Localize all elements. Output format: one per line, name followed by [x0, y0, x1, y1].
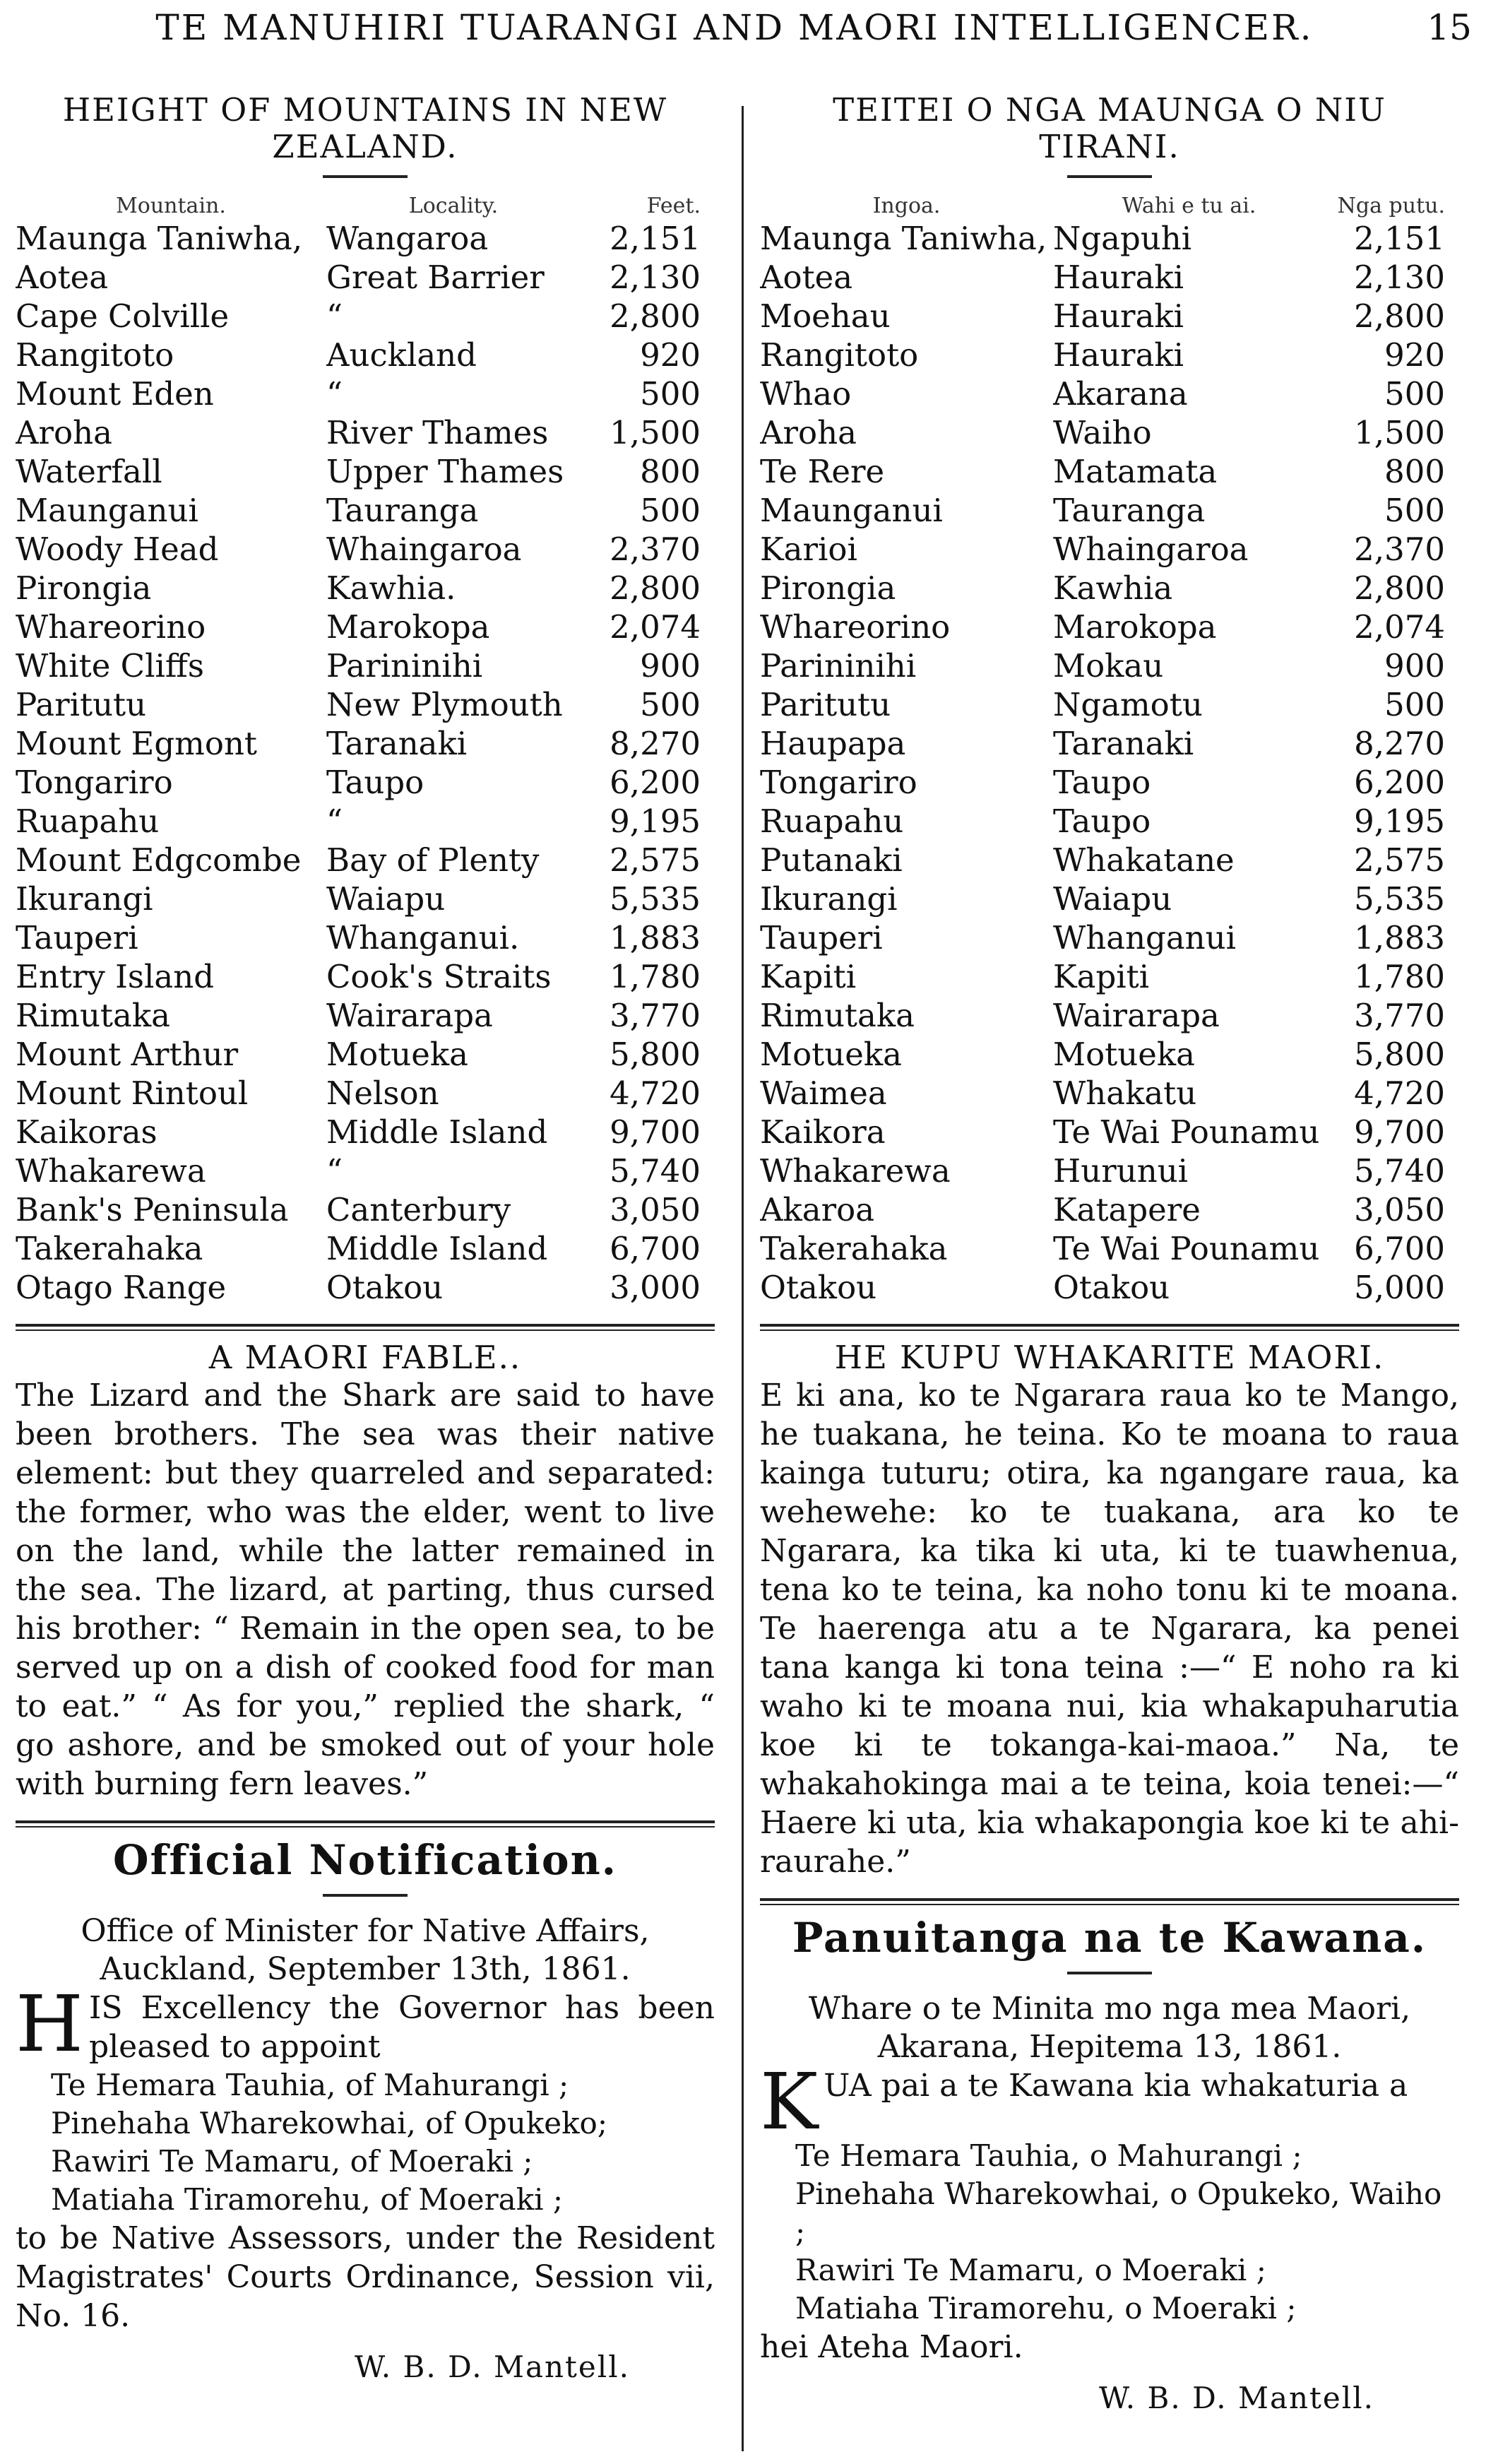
- height-feet: 2,800: [1354, 569, 1445, 607]
- header-ingoa: Ingoa.: [872, 194, 941, 218]
- locality: Akarana: [1053, 375, 1188, 413]
- locality: Motueka: [1053, 1036, 1195, 1073]
- date-line: Auckland, September 13th, 1861.: [100, 1951, 631, 1987]
- height-feet: 1,883: [610, 919, 701, 956]
- mountain-name: Maunga Taniwha,: [16, 220, 303, 257]
- height-feet: 2,151: [610, 220, 701, 257]
- table-row: [760, 336, 1459, 374]
- mountains-table-header: [16, 194, 715, 219]
- locality: Taupo: [326, 764, 424, 801]
- height-feet: 9,700: [1354, 1113, 1445, 1151]
- locality: Auckland: [326, 336, 477, 374]
- height-feet: 800: [640, 453, 701, 490]
- mountain-name: Rimutaka: [16, 997, 170, 1034]
- locality: “: [326, 1152, 343, 1190]
- mountains-title: TEITEI O NGA MAUNGA O NIU TIRANI.: [833, 91, 1386, 165]
- mountain-name: Bank's Peninsula: [16, 1191, 289, 1228]
- table-row: [16, 763, 715, 802]
- height-feet: 4,720: [610, 1074, 701, 1112]
- mountain-name: Maunga Taniwha,: [760, 220, 1047, 257]
- locality: Parininihi: [326, 647, 483, 685]
- mountain-name: Te Rere: [760, 453, 885, 490]
- locality: “: [326, 297, 343, 335]
- table-row: [760, 1113, 1459, 1151]
- height-feet: 5,800: [1354, 1036, 1445, 1073]
- height-feet: 5,740: [1354, 1152, 1445, 1190]
- locality: New Plymouth: [326, 686, 563, 723]
- table-row: [760, 841, 1459, 879]
- mountains-table-header: [760, 194, 1459, 219]
- column-divider: [742, 106, 744, 2451]
- date-line: Akarana, Hepitema 13, 1861.: [877, 2029, 1342, 2065]
- appoint-paragraph: [16, 1979, 715, 2069]
- locality: Tauranga: [326, 492, 479, 529]
- office-line: Whare o te Minita mo nga mea Maori,: [808, 1991, 1411, 2027]
- mountain-name: Otago Range: [16, 1269, 227, 1306]
- mountains-table: [760, 219, 1459, 1307]
- mountain-name: Kaikora: [760, 1113, 886, 1151]
- section-rule: [760, 1898, 1459, 1905]
- mountain-name: Ruapahu: [16, 802, 160, 840]
- mountain-name: Whareorino: [760, 608, 951, 646]
- height-feet: 1,883: [1354, 919, 1445, 956]
- assessor-name: Pinehaha Wharekowhai, o Opukeko, Waiho ;: [795, 2176, 1442, 2249]
- table-row: [16, 1113, 715, 1151]
- appoint-text: UA pai a te Kawana kia whakaturia a: [824, 2068, 1408, 2104]
- locality: Wairarapa: [1053, 997, 1220, 1034]
- header-putu: Nga putu.: [1337, 194, 1445, 218]
- height-feet: 500: [1384, 492, 1445, 529]
- fable-text: E ki ana, ko te Ngarara raua ko te Mango, he tuakana, he teina. Ko te moana to raua kainga tuturu; otira, ka ngangare raua, ka wehewehe: ko te tuakana, ara ko te Ngarara, ka tika ki uta, ki te tuawhenua, tena ko te teina, ka noho tonu ki te moana. Te haerenga atu a te Ngarara, ka penei tana kanga ki tona teina :—“ E noho ra ki waho ki te moana nui, kia whakapuharutia koe ki te tokanga-kai-maoa.” Na, te whakahokinga mai a te teina, koia tenei:—“ Haere ki uta, kia whakapongia koe ki te ahi-raurahe.”: [760, 1378, 1459, 1880]
- height-feet: 500: [640, 375, 701, 413]
- table-row: [16, 957, 715, 996]
- table-row: [16, 918, 715, 957]
- mountain-name: Aroha: [760, 414, 857, 451]
- locality: Middle Island: [326, 1113, 548, 1151]
- table-row: [760, 996, 1459, 1035]
- locality: Nelson: [326, 1074, 439, 1112]
- locality: Kapiti: [1053, 958, 1150, 995]
- mountain-name: Takerahaka: [16, 1230, 203, 1267]
- table-row: [760, 297, 1459, 336]
- mountain-name: Whao: [760, 375, 852, 413]
- locality: Whakatane: [1053, 841, 1235, 879]
- mountain-name: Rangitoto: [760, 336, 919, 374]
- table-row: [760, 569, 1459, 608]
- table-row: [16, 724, 715, 763]
- notice-title: Panuitanga na te Kawana.: [792, 1914, 1427, 1962]
- mountain-name: Kapiti: [760, 958, 857, 995]
- locality: Waiapu: [326, 880, 446, 918]
- mountain-name: Haupapa: [760, 725, 906, 762]
- table-row: [16, 1268, 715, 1307]
- header-mountain: Mountain.: [116, 194, 226, 218]
- mountain-name: Aroha: [16, 414, 112, 451]
- table-row: [760, 413, 1459, 452]
- assessor-name: Te Hemara Tauhia, of Mahurangi ;: [51, 2068, 569, 2102]
- table-row: [760, 219, 1459, 258]
- page-number: 15: [1427, 7, 1472, 48]
- table-row: [16, 685, 715, 724]
- mountain-name: Pirongia: [16, 569, 152, 607]
- assessor-name: Matiaha Tiramorehu, o Moeraki ;: [795, 2291, 1297, 2326]
- locality: “: [326, 375, 343, 413]
- locality: Marokopa: [326, 608, 490, 646]
- height-feet: 900: [640, 647, 701, 685]
- mountain-name: Maunganui: [16, 492, 198, 529]
- locality: Whaingaroa: [1053, 531, 1249, 568]
- mountain-name: Maunganui: [760, 492, 943, 529]
- closing-text: to be Native Assessors, under the Resident Magistrates' Courts Ordinance, Session vii, No. 16.: [16, 2220, 715, 2334]
- height-feet: 2,074: [1354, 608, 1445, 646]
- height-feet: 6,200: [610, 764, 701, 801]
- mountain-name: Waterfall: [16, 453, 162, 490]
- table-row: [16, 569, 715, 608]
- fable-text: The Lizard and the Shark are said to have been brothers. The sea was their native element: but they quarreled and separated: the former, who was the elder, went to live on the land, while the latter remained in the sea. The lizard, at parting, thus cursed his brother: “ Remain in the open sea, to be served up on a dish of cooked food for man to eat.” “ As for you,” replied the shark, “ go ashore, and be smoked out of your hole with burning fern leaves.”: [16, 1378, 715, 1802]
- english-column: [16, 92, 715, 2458]
- height-feet: 500: [1384, 686, 1445, 723]
- mountain-name: Mount Rintoul: [16, 1074, 249, 1112]
- mountain-name: Pirongia: [760, 569, 896, 607]
- drop-cap: H: [16, 1979, 83, 2069]
- locality: Canterbury: [326, 1191, 511, 1228]
- table-row: [16, 841, 715, 879]
- mountain-name: Mount Egmont: [16, 725, 258, 762]
- maori-column: [760, 92, 1459, 2458]
- closing-text: hei Ateha Maori.: [760, 2329, 1023, 2365]
- table-row: [760, 724, 1459, 763]
- table-row: [16, 1190, 715, 1229]
- mountain-name: Whakarewa: [760, 1152, 951, 1190]
- table-row: [760, 685, 1459, 724]
- mountain-name: Entry Island: [16, 958, 215, 995]
- mountain-name: Otakou: [760, 1269, 877, 1306]
- section-rule: [760, 1324, 1459, 1331]
- height-feet: 2,575: [1354, 841, 1445, 879]
- locality: Bay of Plenty: [326, 841, 540, 879]
- table-row: [760, 1151, 1459, 1190]
- locality: Te Wai Pounamu: [1053, 1230, 1320, 1267]
- locality: Waiho: [1053, 414, 1152, 451]
- height-feet: 2,151: [1354, 220, 1445, 257]
- mountain-name: Whakarewa: [16, 1152, 206, 1190]
- mountain-name: Waimea: [760, 1074, 887, 1112]
- table-row: [16, 452, 715, 491]
- locality: Ngapuhi: [1053, 220, 1192, 257]
- height-feet: 2,575: [610, 841, 701, 879]
- table-row: [760, 491, 1459, 530]
- appoint-text: IS Excellency the Governor has been pleased to appoint: [88, 1990, 715, 2065]
- assessor-name: Te Hemara Tauhia, o Mahurangi ;: [795, 2138, 1302, 2173]
- height-feet: 3,770: [1354, 997, 1445, 1034]
- height-feet: 8,270: [1354, 725, 1445, 762]
- mountain-name: Kaikoras: [16, 1113, 157, 1151]
- locality: River Thames: [326, 414, 549, 451]
- mountain-name: Paritutu: [760, 686, 891, 723]
- mountain-name: Rangitoto: [16, 336, 174, 374]
- drop-cap: K: [760, 2056, 819, 2147]
- mountain-name: Putanaki: [760, 841, 903, 879]
- locality: Whanganui: [1053, 919, 1237, 956]
- height-feet: 9,195: [1354, 802, 1445, 840]
- locality: Tauranga: [1053, 492, 1206, 529]
- locality: Matamata: [1053, 453, 1218, 490]
- height-feet: 3,770: [610, 997, 701, 1034]
- locality: Motueka: [326, 1036, 468, 1073]
- table-row: [16, 646, 715, 685]
- assessor-name: Rawiri Te Mamaru, of Moeraki ;: [51, 2144, 533, 2179]
- table-row: [16, 491, 715, 530]
- header-feet: Feet.: [646, 194, 701, 218]
- assessor-name: Matiaha Tiramorehu, of Moeraki ;: [51, 2182, 564, 2217]
- table-row: [16, 879, 715, 918]
- height-feet: 500: [640, 686, 701, 723]
- height-feet: 920: [1384, 336, 1445, 374]
- table-row: [16, 996, 715, 1035]
- locality: Hauraki: [1053, 336, 1184, 374]
- locality: Otakou: [1053, 1269, 1170, 1306]
- mountain-name: Mount Eden: [16, 375, 214, 413]
- title-rule: [323, 1894, 408, 1897]
- height-feet: 2,130: [610, 259, 701, 296]
- locality: Taranaki: [1053, 725, 1194, 762]
- table-row: [16, 413, 715, 452]
- height-feet: 2,800: [610, 569, 701, 607]
- notice-title: Official Notification.: [113, 1836, 617, 1884]
- height-feet: 6,700: [610, 1230, 701, 1267]
- table-row: [16, 530, 715, 569]
- locality: Wairarapa: [326, 997, 493, 1034]
- table-row: [760, 918, 1459, 957]
- table-row: [16, 219, 715, 258]
- assessor-name: Pinehaha Wharekowhai, of Opukeko;: [51, 2106, 607, 2140]
- section-rule: [16, 1324, 715, 1331]
- header-wahi: Wahi e tu ai.: [1122, 194, 1256, 218]
- table-row: [760, 879, 1459, 918]
- height-feet: 500: [1384, 375, 1445, 413]
- height-feet: 2,800: [610, 297, 701, 335]
- header-locality: Locality.: [408, 194, 499, 218]
- table-row: [760, 957, 1459, 996]
- height-feet: 3,050: [610, 1191, 701, 1228]
- mountain-name: Paritutu: [16, 686, 147, 723]
- mountain-name: Motueka: [760, 1036, 902, 1073]
- height-feet: 3,050: [1354, 1191, 1445, 1228]
- signature: W. B. D. Mantell.: [1098, 2381, 1374, 2415]
- fable-title: A MAORI FABLE..: [208, 1339, 522, 1376]
- locality: Hauraki: [1053, 259, 1184, 296]
- table-row: [16, 258, 715, 297]
- height-feet: 2,074: [610, 608, 701, 646]
- table-row: [760, 1190, 1459, 1229]
- mountain-name: Rimutaka: [760, 997, 915, 1034]
- height-feet: 5,740: [610, 1152, 701, 1190]
- page-header: [0, 0, 1486, 64]
- mountain-name: Ikurangi: [760, 880, 898, 918]
- signature: W. B. D. Mantell.: [354, 2350, 630, 2384]
- newspaper-title: TE MANUHIRI TUARANGI AND MAORI INTELLIGENCER.: [155, 7, 1314, 48]
- height-feet: 1,500: [1354, 414, 1445, 451]
- height-feet: 2,800: [1354, 297, 1445, 335]
- height-feet: 8,270: [610, 725, 701, 762]
- locality: Whaingaroa: [326, 531, 522, 568]
- mountain-name: Mount Edgcombe: [16, 841, 302, 879]
- height-feet: 800: [1384, 453, 1445, 490]
- locality: Whakatu: [1053, 1074, 1197, 1112]
- height-feet: 500: [640, 492, 701, 529]
- mountain-name: Ikurangi: [16, 880, 153, 918]
- table-row: [16, 802, 715, 841]
- table-row: [760, 1035, 1459, 1074]
- locality: Cook's Straits: [326, 958, 552, 995]
- height-feet: 1,500: [610, 414, 701, 451]
- locality: Kawhia: [1053, 569, 1173, 607]
- mountain-name: Mount Arthur: [16, 1036, 239, 1073]
- mountain-name: Aotea: [16, 259, 109, 296]
- mountain-name: Aotea: [760, 259, 853, 296]
- appoint-paragraph: [760, 2056, 1459, 2147]
- locality: Hurunui: [1053, 1152, 1189, 1190]
- locality: “: [326, 802, 343, 840]
- locality: Otakou: [326, 1269, 444, 1306]
- title-rule: [1067, 175, 1152, 178]
- locality: Mokau: [1053, 647, 1164, 685]
- table-row: [16, 608, 715, 646]
- height-feet: 6,700: [1354, 1230, 1445, 1267]
- mountain-name: Moehau: [760, 297, 891, 335]
- table-row: [16, 1151, 715, 1190]
- title-rule: [323, 175, 408, 178]
- mountain-name: Tongariro: [16, 764, 173, 801]
- mountain-name: Tauperi: [760, 919, 883, 956]
- mountain-name: Akaroa: [760, 1191, 875, 1228]
- section-rule: [16, 1820, 715, 1828]
- locality: Upper Thames: [326, 453, 564, 490]
- mountain-name: White Cliffs: [16, 647, 204, 685]
- table-row: [760, 530, 1459, 569]
- mountain-name: Woody Head: [16, 531, 219, 568]
- title-rule: [1067, 1972, 1152, 1974]
- locality: Hauraki: [1053, 297, 1184, 335]
- locality: Whanganui.: [326, 919, 520, 956]
- height-feet: 4,720: [1354, 1074, 1445, 1112]
- height-feet: 920: [640, 336, 701, 374]
- locality: Wangaroa: [326, 220, 489, 257]
- table-row: [760, 1074, 1459, 1113]
- height-feet: 9,195: [610, 802, 701, 840]
- table-row: [16, 1035, 715, 1074]
- mountain-name: Cape Colville: [16, 297, 230, 335]
- mountain-name: Tauperi: [16, 919, 138, 956]
- height-feet: 9,700: [610, 1113, 701, 1151]
- locality: Waiapu: [1053, 880, 1172, 918]
- table-row: [16, 1229, 715, 1268]
- height-feet: 1,780: [610, 958, 701, 995]
- table-row: [760, 258, 1459, 297]
- table-row: [16, 1074, 715, 1113]
- table-row: [760, 452, 1459, 491]
- locality: Kawhia.: [326, 569, 456, 607]
- height-feet: 900: [1384, 647, 1445, 685]
- table-row: [760, 608, 1459, 646]
- mountain-name: Parininihi: [760, 647, 917, 685]
- locality: Taranaki: [326, 725, 468, 762]
- height-feet: 1,780: [1354, 958, 1445, 995]
- locality: Katapere: [1053, 1191, 1201, 1228]
- height-feet: 6,200: [1354, 764, 1445, 801]
- height-feet: 5,000: [1354, 1269, 1445, 1306]
- height-feet: 5,800: [610, 1036, 701, 1073]
- locality: Marokopa: [1053, 608, 1217, 646]
- height-feet: 2,370: [610, 531, 701, 568]
- table-row: [16, 374, 715, 413]
- table-row: [16, 336, 715, 374]
- assessor-name: Rawiri Te Mamaru, o Moeraki ;: [795, 2253, 1266, 2287]
- mountain-name: Ruapahu: [760, 802, 904, 840]
- locality: Ngamotu: [1053, 686, 1203, 723]
- mountains-table: [16, 219, 715, 1307]
- locality: Taupo: [1053, 764, 1151, 801]
- height-feet: 3,000: [610, 1269, 701, 1306]
- mountain-name: Karioi: [760, 531, 857, 568]
- locality: Te Wai Pounamu: [1053, 1113, 1320, 1151]
- height-feet: 5,535: [610, 880, 701, 918]
- height-feet: 2,370: [1354, 531, 1445, 568]
- height-feet: 5,535: [1354, 880, 1445, 918]
- mountains-title: HEIGHT OF MOUNTAINS IN NEW ZEALAND.: [62, 91, 668, 165]
- fable-title: HE KUPU WHAKARITE MAORI.: [834, 1339, 1385, 1376]
- mountain-name: Whareorino: [16, 608, 206, 646]
- table-row: [760, 1268, 1459, 1307]
- table-row: [760, 1229, 1459, 1268]
- table-row: [760, 646, 1459, 685]
- mountain-name: Tongariro: [760, 764, 917, 801]
- locality: Middle Island: [326, 1230, 548, 1267]
- office-line: Office of Minister for Native Affairs,: [81, 1913, 650, 1949]
- mountain-name: Takerahaka: [760, 1230, 948, 1267]
- locality: Taupo: [1053, 802, 1151, 840]
- table-row: [760, 374, 1459, 413]
- table-row: [760, 763, 1459, 802]
- table-row: [760, 802, 1459, 841]
- table-row: [16, 297, 715, 336]
- height-feet: 2,130: [1354, 259, 1445, 296]
- locality: Great Barrier: [326, 259, 545, 296]
